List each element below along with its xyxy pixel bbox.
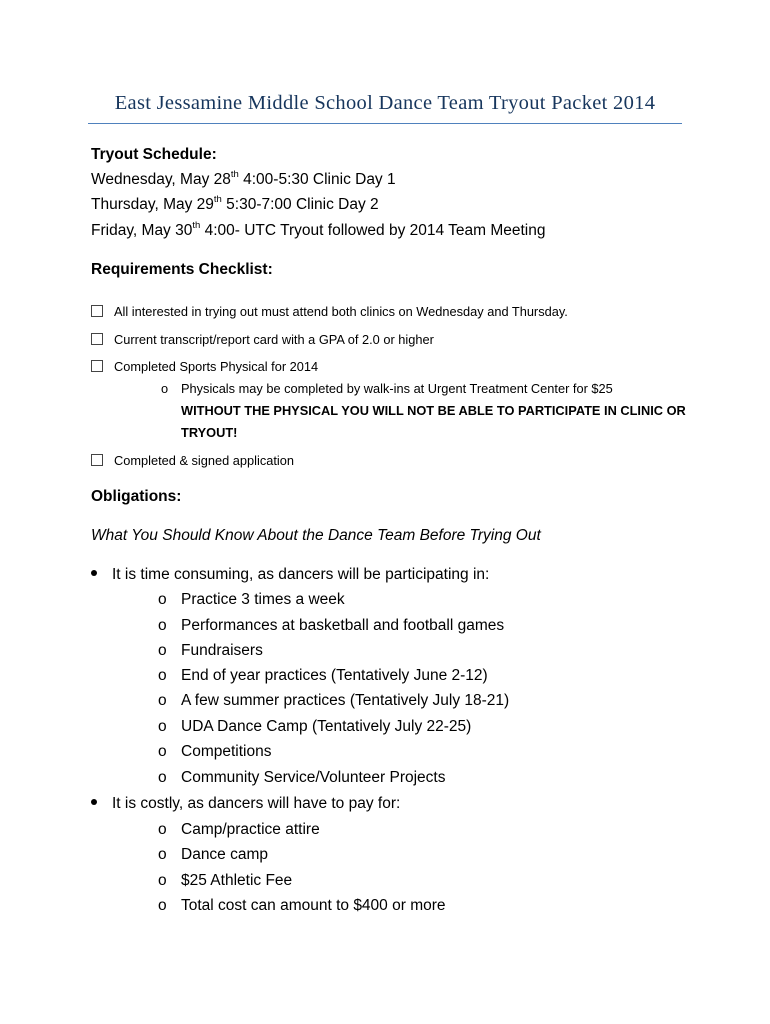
schedule-item-1 — [91, 171, 396, 189]
list-item-text: Performances at basketball and football games — [181, 617, 505, 634]
checklist-label: All interested in trying out must attend both clinics on Wednesday and Thursday. — [114, 304, 568, 319]
sub-bullet-marker: o — [158, 897, 167, 914]
obligation-bullet-1 — [91, 566, 489, 584]
list-item-text: Fundraisers — [181, 642, 263, 659]
requirements-heading: Requirements Checklist: — [91, 261, 273, 278]
obligations-subtitle: What You Should Know About the Dance Team Before Trying Out — [91, 527, 541, 544]
checkbox[interactable] — [91, 305, 103, 317]
obligation-bullet-2 — [91, 795, 400, 813]
schedule-heading: Tryout Schedule: — [91, 146, 217, 163]
list-item-text: Competitions — [181, 743, 272, 760]
physical-warning-line1: WITHOUT THE PHYSICAL YOU WILL NOT BE ABLE TO PARTICIPATE IN CLINIC OR — [181, 403, 686, 418]
list-item-text: Camp/practice attire — [181, 821, 320, 838]
schedule-day: Wednesday, May 28 — [91, 171, 231, 188]
sub-bullet-marker: o — [161, 381, 169, 396]
list-item-text: Dance camp — [181, 846, 269, 863]
sub-bullet-marker: o — [158, 617, 167, 634]
schedule-item-2 — [91, 196, 379, 214]
list-item-text: Total cost can amount to $400 or more — [181, 897, 446, 914]
schedule-ordinal: th — [192, 220, 201, 231]
checkbox[interactable] — [91, 333, 103, 345]
schedule-time: 4:00-5:30 Clinic Day 1 — [238, 171, 396, 188]
sub-bullet-marker: o — [158, 769, 167, 786]
list-item-text: A few summer practices (Tentatively July 18-21) — [181, 692, 510, 709]
checklist-item-1 — [91, 304, 568, 319]
list-item-text: End of year practices (Tentatively June 2-12) — [181, 667, 488, 684]
schedule-time: 4:00- UTC Tryout followed by 2014 Team Meeting — [200, 222, 546, 239]
obligations-heading: Obligations: — [91, 488, 182, 505]
list-item-text: Practice 3 times a week — [181, 591, 345, 608]
schedule-time: 5:30-7:00 Clinic Day 2 — [221, 196, 379, 213]
sub-bullet-marker: o — [158, 872, 167, 889]
bullet-text: It is costly, as dancers will have to pay for: — [112, 795, 401, 812]
list-item-text: $25 Athletic Fee — [181, 872, 293, 889]
schedule-day: Thursday, May 29 — [91, 196, 214, 213]
checklist-label: Current transcript/report card with a GPA of 2.0 or higher — [114, 332, 434, 347]
list-item-text: UDA Dance Camp (Tentatively July 22-25) — [181, 718, 472, 735]
schedule-ordinal: th — [230, 169, 239, 180]
list-item-text: Community Service/Volunteer Projects — [181, 769, 446, 786]
checklist-item-3 — [91, 359, 318, 374]
checklist-item-2 — [91, 332, 434, 347]
sub-bullet-marker: o — [158, 718, 167, 735]
schedule-item-3 — [91, 222, 546, 240]
checkbox[interactable] — [91, 360, 103, 372]
sub-bullet-marker: o — [158, 743, 167, 760]
page-title: East Jessamine Middle School Dance Team Tryout Packet 2014 — [114, 92, 656, 114]
sub-bullet-marker: o — [158, 591, 167, 608]
schedule-day: Friday, May 30 — [91, 222, 193, 239]
checklist-label: Completed & signed application — [114, 453, 294, 468]
sub-bullet-marker: o — [158, 821, 167, 838]
checkbox[interactable] — [91, 454, 103, 466]
physical-note: Physicals may be completed by walk-ins at Urgent Treatment Center for $25 — [181, 381, 613, 396]
bullet-text: It is time consuming, as dancers will be participating in: — [112, 566, 490, 583]
checklist-label: Completed Sports Physical for 2014 — [114, 359, 319, 374]
sub-bullet-marker: o — [158, 642, 167, 659]
checklist-item-4 — [91, 453, 294, 468]
sub-bullet-marker: o — [158, 667, 167, 684]
bullet-dot — [91, 799, 97, 805]
title-underline — [88, 123, 682, 124]
sub-bullet-marker: o — [158, 692, 167, 709]
schedule-ordinal: th — [213, 194, 222, 205]
bullet-dot — [91, 570, 97, 576]
physical-warning-line2: TRYOUT! — [181, 425, 238, 440]
sub-bullet-marker: o — [158, 846, 167, 863]
